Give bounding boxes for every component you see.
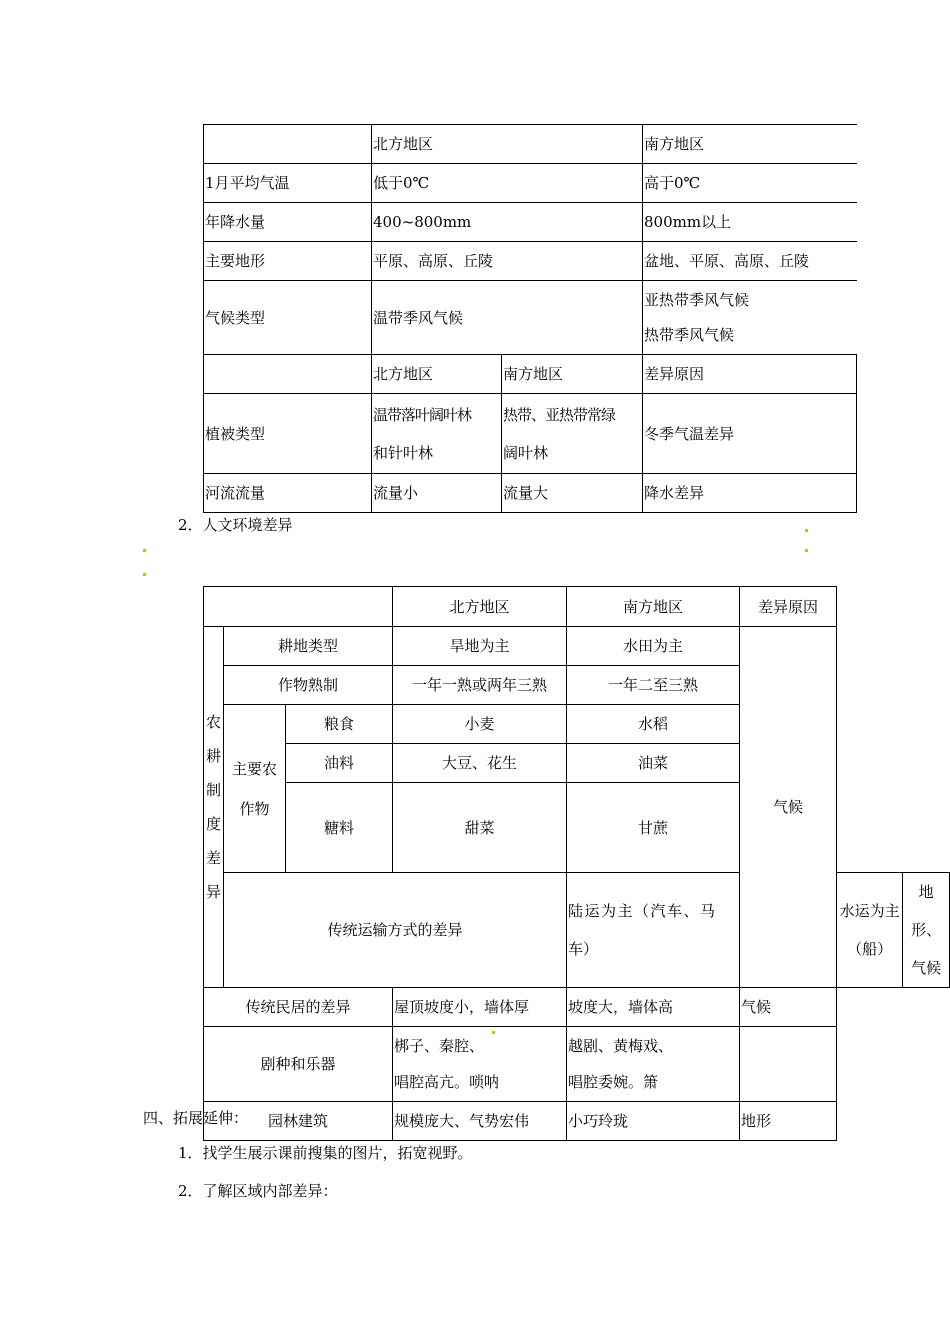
table-cell: 降水差异 <box>643 474 857 513</box>
section-heading: 2．人文环境差异 <box>178 516 293 534</box>
table-cell <box>740 1027 837 1102</box>
table-cell: 屋顶坡度小，墙体厚 <box>393 988 567 1027</box>
cell-line: 唱腔委婉。箫 <box>568 1073 659 1091</box>
table-cell: 北方地区 <box>372 355 502 394</box>
table-cell: 地形 <box>740 1102 837 1141</box>
table-cell <box>643 281 857 355</box>
table-cell: 北方地区 <box>393 587 567 627</box>
list-item: 2．了解区域内部差异： <box>178 1182 338 1200</box>
table-cell: 作物熟制 <box>224 666 393 705</box>
table-cell: 小巧玲珑 <box>567 1102 740 1141</box>
table-cell <box>204 355 372 394</box>
table-cell: 粮食 <box>286 705 393 744</box>
table-cell: 耕地类型 <box>224 627 393 666</box>
table-cell <box>204 587 393 627</box>
table-cell <box>567 873 740 988</box>
table-cell: 旱地为主 <box>393 627 567 666</box>
table-cell: 河流流量 <box>204 474 372 513</box>
table-cell <box>502 394 643 474</box>
table-cell: 气候 <box>740 988 837 1027</box>
mark-dot <box>143 549 146 552</box>
table-cell: 水田为主 <box>567 627 740 666</box>
mark-dot <box>492 1031 495 1034</box>
table-cell: 油菜 <box>567 744 740 783</box>
cell-line: 作物 <box>239 799 270 818</box>
table-cell: 地形、气候 <box>903 873 950 988</box>
table-cell <box>567 1027 740 1102</box>
farming-system-label <box>204 627 224 988</box>
vertical-char: 异 <box>205 883 221 901</box>
cell-line: 和针叶林 <box>373 443 434 462</box>
table-cell: 800mm以上 <box>643 203 857 242</box>
vertical-char: 度 <box>205 815 221 833</box>
table-cell: 南方地区 <box>567 587 740 627</box>
vertical-char: 差 <box>205 849 221 867</box>
mark-dot <box>805 529 808 532</box>
table-cell: 南方地区 <box>502 355 643 394</box>
table-cell: 一年二至三熟 <box>567 666 740 705</box>
table-cell: 坡度大，墙体高 <box>567 988 740 1027</box>
table-cell: 流量小 <box>372 474 502 513</box>
table-cell: 盆地、平原、高原、丘陵 <box>643 242 857 281</box>
table-cell: 大豆、花生 <box>393 744 567 783</box>
table-cell: 传统民居的差异 <box>204 988 393 1027</box>
table-cell <box>204 125 372 164</box>
table-cell: 一年一熟或两年三熟 <box>393 666 567 705</box>
cell-line: 陆运为主（汽车、马 <box>568 902 717 920</box>
cell-line: 主要农 <box>231 759 277 778</box>
table-cell: 剧种和乐器 <box>204 1027 393 1102</box>
cell-line: 车） <box>568 940 599 958</box>
cell-line: 梆子、秦腔、 <box>394 1037 485 1055</box>
table-cell: 流量大 <box>502 474 643 513</box>
table-cell: 小麦 <box>393 705 567 744</box>
natural-comparison-table <box>203 124 857 355</box>
table-cell <box>372 394 502 474</box>
table-cell: 水运为主（船） <box>837 873 903 988</box>
table-cell: 糖料 <box>286 783 393 873</box>
table-cell: 油料 <box>286 744 393 783</box>
table-cell: 400~800mm <box>372 203 643 242</box>
table-cell: 1月平均气温 <box>204 164 372 203</box>
section-heading: 四、拓展延伸： <box>143 1109 249 1127</box>
table-cell: 植被类型 <box>204 394 372 474</box>
cell-line: 阔叶林 <box>503 443 549 462</box>
vegetation-river-table <box>203 354 857 513</box>
table-cell: 平原、高原、丘陵 <box>372 242 643 281</box>
cell-line: 唱腔高亢。唢呐 <box>394 1073 500 1091</box>
table-cell: 高于0℃ <box>643 164 857 203</box>
table-cell: 甜菜 <box>393 783 567 873</box>
vertical-char: 耕 <box>205 747 221 765</box>
table-cell: 甘蔗 <box>567 783 740 873</box>
table-cell: 南方地区 <box>643 125 857 164</box>
table-cell: 水稻 <box>567 705 740 744</box>
table-cell: 差异原因 <box>643 355 857 394</box>
table-cell: 北方地区 <box>372 125 643 164</box>
cultural-comparison-table <box>203 586 950 1141</box>
table-cell: 低于0℃ <box>372 164 643 203</box>
table-cell: 主要地形 <box>204 242 372 281</box>
table-cell: 气候 <box>740 627 837 988</box>
table-cell: 年降水量 <box>204 203 372 242</box>
mark-dot <box>805 549 808 552</box>
cell-line: 热带、亚热带常绿 <box>503 405 616 424</box>
table-cell: 气候类型 <box>204 281 372 355</box>
table-cell: 差异原因 <box>740 587 837 627</box>
cell-line: 亚热带季风气候 <box>644 290 750 309</box>
cell-line: 热带季风气候 <box>644 325 735 344</box>
list-item: 1．找学生展示课前搜集的图片，拓宽视野。 <box>178 1144 473 1162</box>
table-cell: 规模庞大、气势宏伟 <box>393 1102 567 1141</box>
table-cell: 园林建筑 <box>204 1102 393 1141</box>
table-cell: 温带季风气候 <box>372 281 643 355</box>
cell-line: 温带落叶阔叶林 <box>373 405 472 424</box>
table-cell: 冬季气温差异 <box>643 394 857 474</box>
cell-line: 越剧、黄梅戏、 <box>568 1037 674 1055</box>
vertical-char: 制 <box>205 781 221 799</box>
main-crops-label <box>224 705 286 873</box>
vertical-char: 农 <box>205 713 221 731</box>
table-cell: 传统运输方式的差异 <box>224 873 567 988</box>
table-cell <box>393 1027 567 1102</box>
mark-dot <box>143 573 146 576</box>
